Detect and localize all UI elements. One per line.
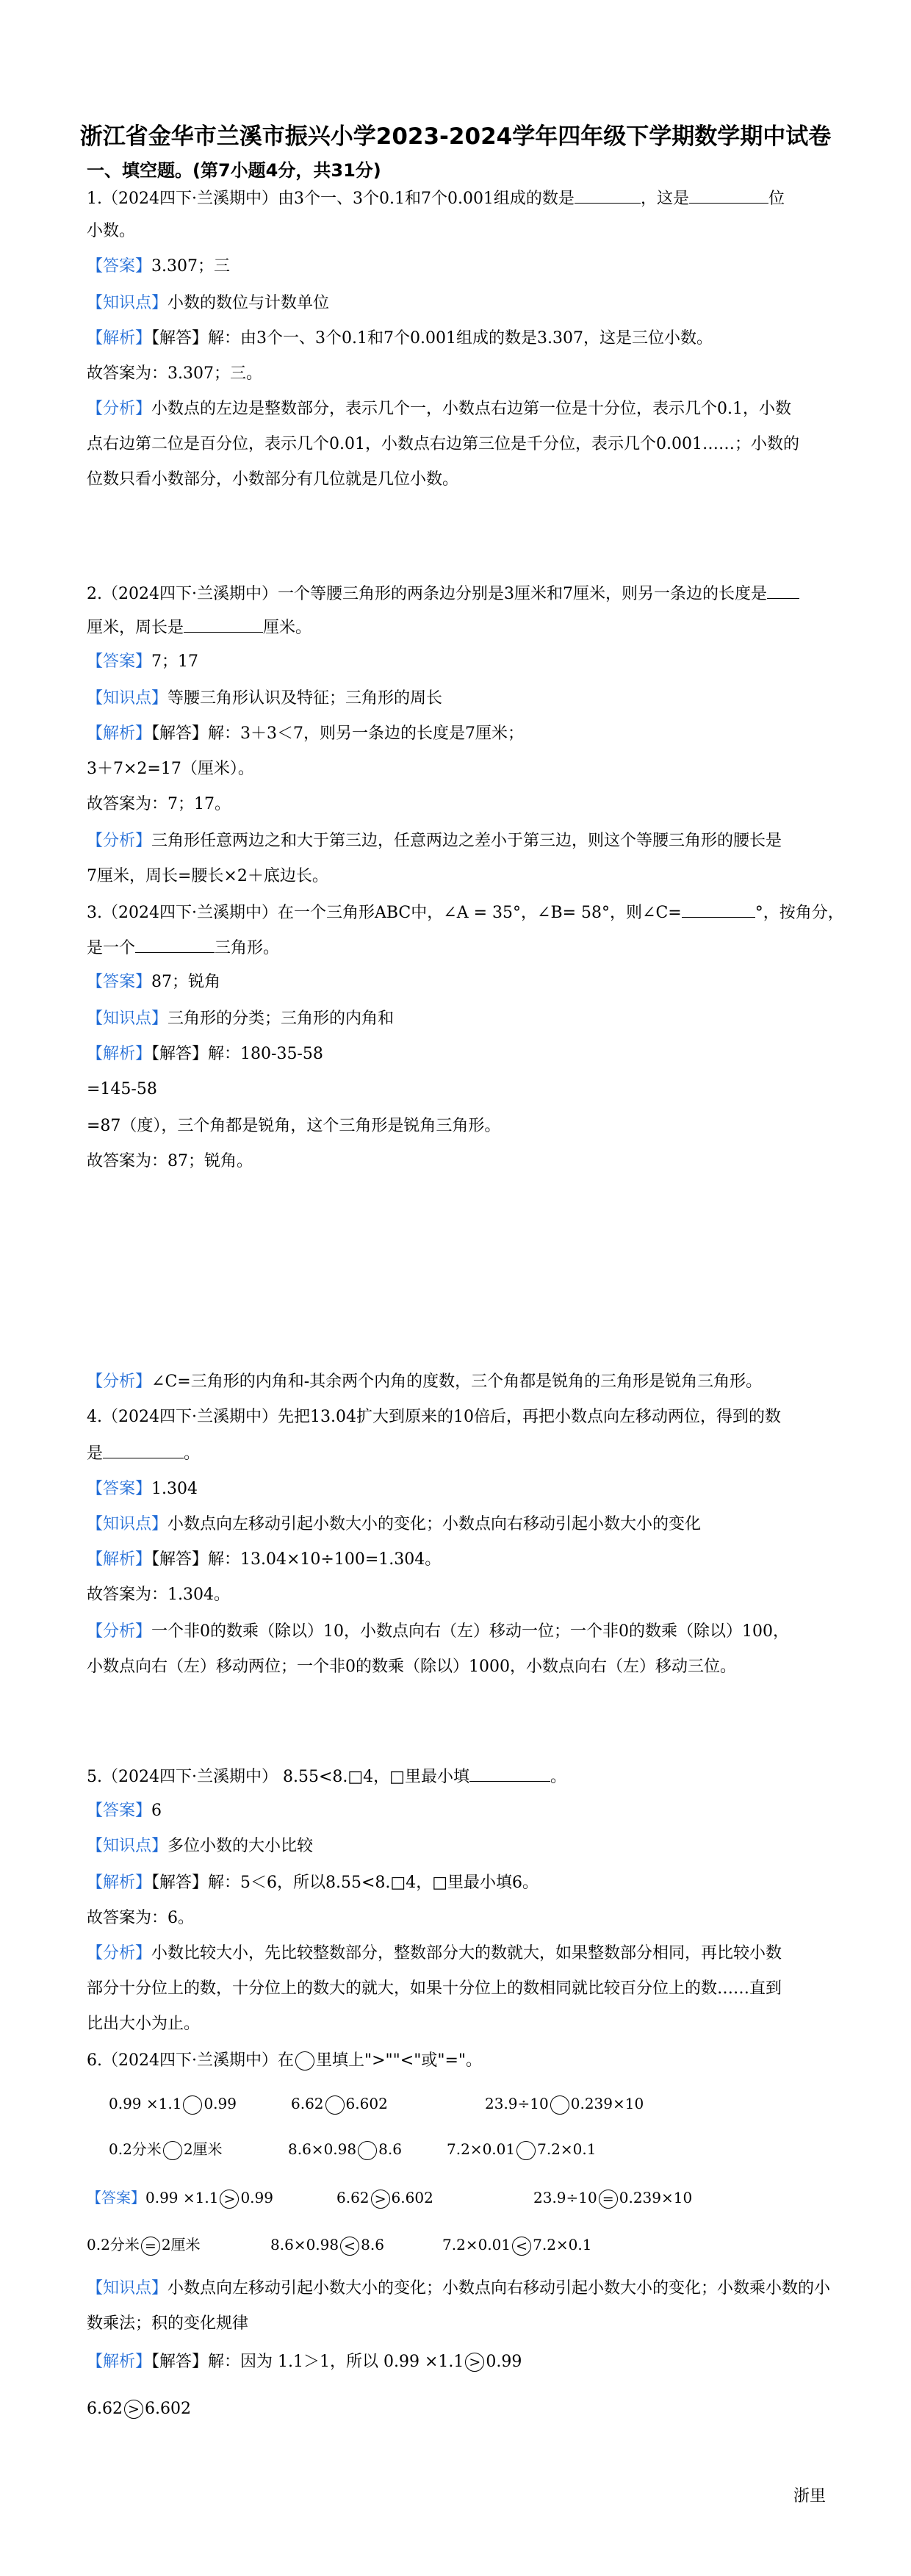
filled-circle-icon: < [340, 2237, 359, 2256]
circle-blank-icon [516, 2141, 536, 2160]
q5-conclusion: 故答案为：6。 [87, 1909, 194, 1927]
q6-answer-row1-item2: 6.62 > 6.602 [336, 2189, 433, 2207]
q6-answer-row1-item3: 23.9÷10 = 0.239×10 [533, 2189, 693, 2207]
q5-summary: 【分析】小数比较大小，先比较整数部分，整数部分大的数就大，如果整数部分相同，再比较小数 [87, 1944, 782, 1962]
q1-summary-line2: 点右边第二位是百分位，表示几个0.01，小数点右边第三位是千分位，表示几个0.001……；小数的 [87, 435, 799, 453]
circle-blank-icon [550, 2095, 569, 2115]
q2-knowledge: 【知识点】等腰三角形认识及特征；三角形的周长 [87, 689, 443, 708]
q3-answer: 【答案】87；锐角 [87, 973, 221, 991]
q4-stem-cont: 是 。 [87, 1442, 200, 1465]
page-footer: 浙里 [793, 2487, 826, 2505]
filled-circle-icon: > [465, 2353, 484, 2372]
q6-row1-item1: 0.99 ×1.1 0.99 [109, 2093, 237, 2115]
filled-circle-icon: = [599, 2190, 618, 2209]
circle-blank-icon [325, 2095, 345, 2115]
q2-analysis: 【解析】【解答】解：3＋3＜7，则另一条边的长度是7厘米； [87, 724, 525, 743]
section-heading: 一、填空题。(第7小题4分，共31分) [87, 160, 381, 181]
filled-circle-icon: > [220, 2190, 239, 2209]
page-title: 浙江省金华市兰溪市振兴小学2023-2024学年四年级下学期数学期中试卷 [79, 123, 832, 150]
filled-circle-icon: = [141, 2237, 160, 2256]
q5-answer: 【答案】6 [87, 1802, 162, 1820]
q3-summary: 【分析】∠C=三角形的内角和-其余两个内角的度数，三个角都是锐角的三角形是锐角三角形。 [87, 1372, 763, 1391]
q4-stem: 4.（2024四下·兰溪期中）先把13.04扩大到原来的10倍后，再把小数点向左移动两位，得到的数 [87, 1408, 781, 1426]
q1-stem: 1.（2024四下·兰溪期中）由3个一、3个0.1和7个0.001组成的数是 ，这是 位 [87, 187, 785, 210]
q3-stem-cont: 是一个 三角形。 [87, 936, 279, 960]
q6-answer-row2: 0.2分米 = 2厘米 [87, 2236, 201, 2254]
q6-row1-item3: 23.9÷10 0.239×10 [485, 2093, 644, 2115]
q5-summary-line3: 比出大小为止。 [87, 2015, 201, 2033]
q1-analysis: 【解析】【解答】解：由3个一、3个0.1和7个0.001组成的数是3.307，这是三位小数。 [87, 329, 713, 348]
q6-answer-row1: 【答案】0.99 ×1.1 > 0.99 [87, 2189, 273, 2207]
q1-answer: 【答案】3.307；三 [87, 257, 230, 276]
q1-conclusion: 故答案为：3.307；三。 [87, 364, 262, 383]
q6-row1-item2: 6.62 6.602 [291, 2093, 388, 2115]
q4-summary-line2: 小数点向右（左）移动两位；一个非0的数乘（除以）1000，小数点向右（左）移动三位。 [87, 1658, 736, 1676]
q3-knowledge: 【知识点】三角形的分类；三角形的内角和 [87, 1010, 395, 1028]
q1-summary-line3: 位数只看小数部分，小数部分有几位就是几位小数。 [87, 470, 459, 489]
q4-knowledge: 【知识点】小数点向左移动引起小数大小的变化；小数点向右移动引起小数大小的变化 [87, 1515, 702, 1533]
q2-stem-cont: 厘米，周长是 厘米。 [87, 616, 312, 639]
q2-stem: 2.（2024四下·兰溪期中）一个等腰三角形的两条边分别是3厘米和7厘米，则另一条边的长度是 [87, 582, 799, 605]
q2-conclusion: 故答案为：7；17。 [87, 795, 231, 813]
circle-blank-icon [295, 2051, 314, 2070]
q3-analysis: 【解析】【解答】解：180-35-58 [87, 1045, 323, 1063]
q6-stem: 6.（2024四下·兰溪期中）在 里填上">""<"或"="。 [87, 2051, 483, 2070]
q4-conclusion: 故答案为：1.304。 [87, 1586, 230, 1604]
q4-answer: 【答案】1.304 [87, 1480, 198, 1498]
filled-circle-icon: > [124, 2400, 143, 2419]
q5-analysis: 【解析】【解答】解：5＜6，所以8.55<8.□4，□里最小填6。 [87, 1874, 539, 1892]
q1-knowledge: 【知识点】小数的数位与计数单位 [87, 294, 330, 312]
q6-answer-row2-item2: 8.6×0.98 < 8.6 [270, 2236, 384, 2254]
q3-conclusion: 故答案为：87；锐角。 [87, 1152, 253, 1170]
q4-summary: 【分析】一个非0的数乘（除以）10，小数点向右（左）移动一位；一个非0的数乘（除以）100， [87, 1622, 789, 1641]
q5-knowledge: 【知识点】多位小数的大小比较 [87, 1837, 314, 1855]
circle-blank-icon [163, 2141, 182, 2160]
q3-analysis-line3: =87（度），三个角都是锐角，这个三角形是锐角三角形。 [87, 1117, 501, 1135]
q6-analysis-line2: 6.62 > 6.602 [87, 2400, 191, 2418]
q6-answer-row2-item3: 7.2×0.01 < 7.2×0.1 [442, 2236, 592, 2254]
q4-analysis: 【解析】【解答】解：13.04×10÷100=1.304。 [87, 1550, 442, 1569]
q6-row2-item3: 7.2×0.01 7.2×0.1 [447, 2138, 596, 2160]
q5-summary-line2: 部分十分位上的数，十分位上的数大的就大，如果十分位上的数相同就比较百分位上的数……直到 [87, 1979, 782, 1998]
q1-summary: 【分析】小数点的左边是整数部分，表示几个一，小数点右边第一位是十分位，表示几个0.1，小数 [87, 400, 792, 418]
q2-analysis-line2: 3＋7×2=17（厘米）。 [87, 760, 254, 778]
q5-stem: 5.（2024四下·兰溪期中） 8.55<8.□4，□里最小填 。 [87, 1765, 566, 1788]
q2-summary: 【分析】三角形任意两边之和大于第三边，任意两边之差小于第三边，则这个等腰三角形的腰长是 [87, 832, 782, 850]
q2-answer: 【答案】7；17 [87, 652, 199, 671]
q3-stem: 3.（2024四下·兰溪期中）在一个三角形ABC中，∠A = 35°，∠B= 58°，则∠C= °，按角分， [87, 901, 844, 924]
q3-analysis-line2: =145-58 [87, 1080, 157, 1098]
q6-analysis: 【解析】【解答】解：因为 1.1＞1，所以 0.99 ×1.1 > 0.99 [87, 2353, 522, 2371]
filled-circle-icon: < [512, 2237, 531, 2256]
filled-circle-icon: > [371, 2190, 390, 2209]
q6-row2-item2: 8.6×0.98 8.6 [288, 2138, 402, 2160]
circle-blank-icon [183, 2095, 202, 2115]
q1-stem-cont: 小数。 [87, 222, 136, 240]
q6-knowledge-line2: 数乘法；积的变化规律 [87, 2314, 249, 2333]
q2-summary-line2: 7厘米，周长=腰长×2＋底边长。 [87, 867, 328, 885]
q6-knowledge: 【知识点】小数点向左移动引起小数大小的变化；小数点向右移动引起小数大小的变化；小数乘小数的小 [87, 2279, 831, 2298]
circle-blank-icon [358, 2141, 377, 2160]
q6-row2-item1: 0.2分米 2厘米 [109, 2138, 223, 2160]
